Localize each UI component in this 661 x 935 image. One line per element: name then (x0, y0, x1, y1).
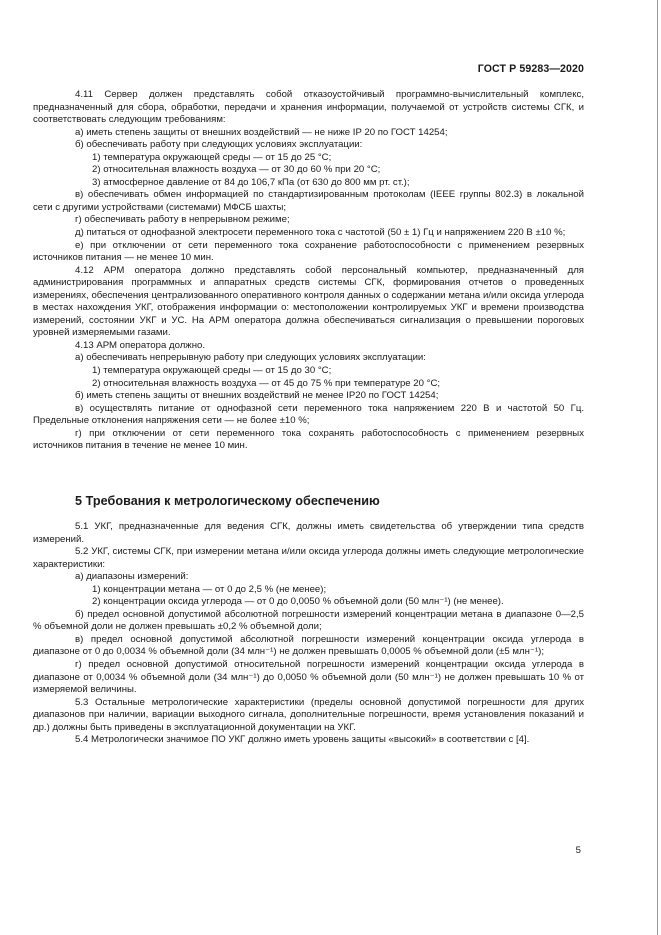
clause-5-2-item-b: б) предел основной допустимой абсолютной погрешности измерений концентрации метана в диапазоне 0—2,5 % объемной доли не должен превышать ±0,2 % объемной доли; (33, 608, 584, 633)
clause-4-13-item-a2: 2) относительная влажность воздуха — от 45 до 75 % при температуре 20 °С; (92, 377, 441, 389)
clause-4-13-item-g: г) при отключении от сети переменного тока сохранять работоспособность с применением резервных источников питания в течение не менее 10 мин. (33, 427, 584, 452)
clause-4-11-item-g: г) обеспечивать работу в непрерывном режиме; (75, 214, 290, 226)
standard-header: ГОСТ Р 59283—2020 (477, 63, 584, 75)
clause-4-12: 4.12 АРМ оператора должно представлять собой персональный компьютер, предназначенный для администрирования программных и аппаратных средств системы СГК, формирования отчетов о проведенных измерениях, обеспечения централизованного оперативного контроля данных о содержании метана и/или оксида углерода в местах нахождения УКГ, отображения информации о: местоположении контролируемых УКГ и времени производства измерений, состоянии УКГ и УС. На АРМ оператора должна обеспечиваться сигнализация о превышении пороговых уровней измеряемыми газами. (33, 264, 584, 339)
clause-4-13-intro: 4.13 АРМ оператора должно. (75, 339, 206, 351)
clause-4-13-item-b: б) иметь степень защиты от внешних воздействий не менее IP20 по ГОСТ 14254; (75, 390, 439, 402)
clause-4-11-item-d: д) питаться от однофазной электросети переменного тока с частотой (50 ± 1) Гц и напряжением 220 В ±10 %; (75, 227, 566, 239)
clause-5-2-item-a1: 1) концентрации метана — от 0 до 2,5 % (не менее); (92, 583, 327, 595)
clause-4-11-item-b: б) обеспечивать работу при следующих условиях эксплуатации: (75, 139, 363, 151)
clause-4-11-item-a: а) иметь степень защиты от внешних воздействий — не ниже IP 20 по ГОСТ 14254; (75, 126, 448, 138)
clause-4-11-item-b3: 3) атмосферное давление от 84 до 106,7 кПа (от 630 до 800 мм рт. ст.); (92, 176, 410, 188)
clause-4-11-item-v: в) обеспечивать обмен информацией по стандартизированным протоколам (IEEE группы 802.3) в локальной сети с другими устройствами (системами) МФСБ шахты; (33, 189, 584, 213)
clause-4-11-intro: 4.11 Сервер должен представлять собой отказоустойчивый программно-вычислительный комплекс, предназначенный для сбора, обработки, передачи и хранения информации, получаемой от устройств системы СГК, и соответствовать следующим требованиям: (33, 89, 584, 126)
clause-5-1: 5.1 УКГ, предназначенные для ведения СГК, должны иметь свидетельства об утверждении типа средств измерений. (33, 521, 584, 545)
clause-5-2-item-g: г) предел основной допустимой относительной погрешности измерений концентрации оксида углерода в диапазоне от 0,0034 % объемной доли (34 млн⁻¹) до 0,0050 % объемной доли (50 млн⁻¹) не должен превышать 10 % от измеряемой величины. (33, 659, 584, 696)
clause-5-2-item-a2: 2) концентрации оксида углерода — от 0 до 0,0050 % объемной доли (50 млн⁻¹) (не менее). (92, 596, 504, 608)
clause-5-4: 5.4 Метрологически значимое ПО УКГ должно иметь уровень защиты «высокий» в соответствии с [4]. (75, 734, 530, 746)
clause-4-13-item-a1: 1) температура окружающей среды — от 15 до 30 °С; (92, 365, 332, 377)
page-edge-line (657, 0, 658, 935)
section-5-title: 5 Требования к метрологическому обеспечению (75, 494, 380, 508)
clause-4-text-block (33, 89, 584, 453)
clause-5-2: 5.2 УКГ, системы СГК, при измерении метана и/или оксида углерода должны иметь следующие метрологические характеристики: (33, 546, 584, 570)
clause-4-11-item-b1: 1) температура окружающей среды — от 15 до 25 °С; (92, 151, 332, 163)
clause-4-13-item-a: а) обеспечивать непрерывную работу при следующих условиях эксплуатации: (75, 352, 426, 364)
clause-4-13-item-v: в) осуществлять питание от однофазной сети переменного тока напряжением 220 В и частотой 50 Гц. Предельные отклонения напряжения сети — не более ±10 %; (33, 402, 584, 427)
clause-5-3: 5.3 Остальные метрологические характеристики (пределы основной допустимой погрешности для других диапазонов при наличии, вариации выходного сигнала, дополнительные погрешности, время установления показаний и др.) должны быть приведены в эксплуатационной документации на УКГ. (33, 696, 584, 733)
clause-5-2-item-a: а) диапазоны измерений: (75, 571, 189, 583)
clause-4-11-item-b2: 2) относительная влажность воздуха — от 30 до 60 % при 20 °С; (92, 164, 381, 176)
clause-4-11-item-e: е) при отключении от сети переменного тока сохранение работоспособности с применением резервных источников питания — не менее 10 мин. (33, 239, 584, 264)
section-5-text-block (33, 521, 584, 747)
clause-5-2-item-v: в) предел основной допустимой абсолютной погрешности измерений концентрации оксида углерода в диапазоне от 0 до 0,0034 % объемной доли (34 млн⁻¹) не должен превышать 0,0005 % объемной доли (±5 млн⁻¹); (33, 633, 584, 658)
page-number: 5 (575, 845, 581, 856)
